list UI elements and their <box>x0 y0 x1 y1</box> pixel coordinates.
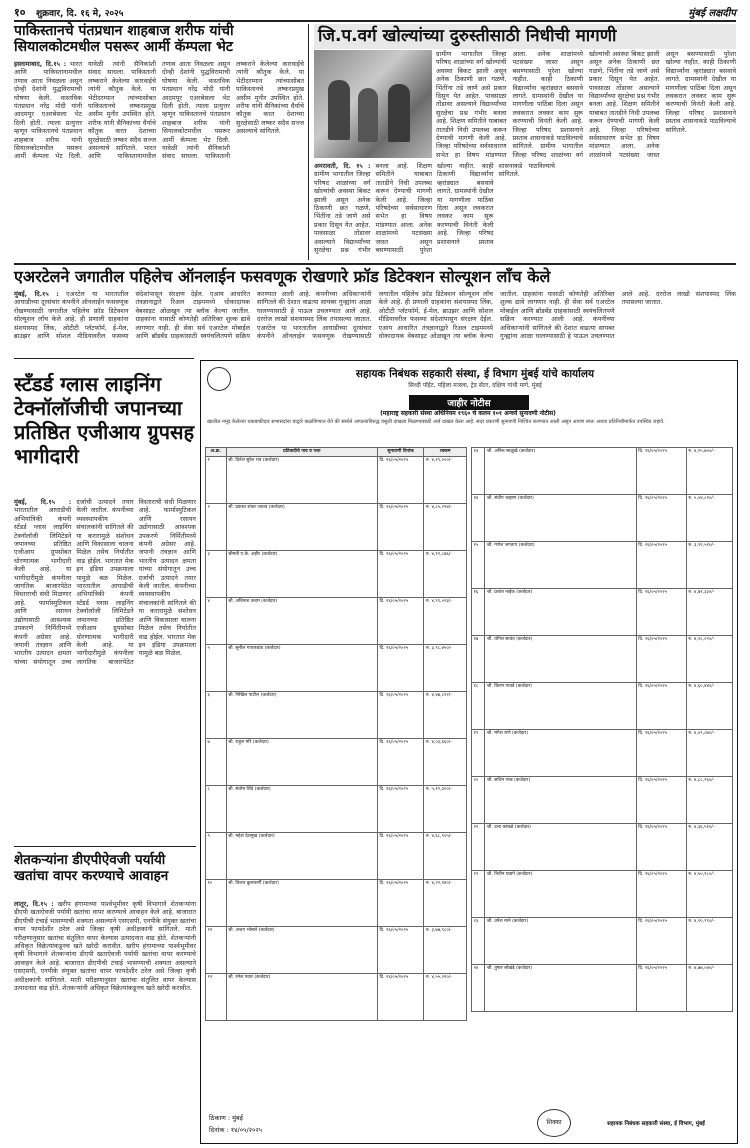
col-divider-1 <box>308 24 309 260</box>
notice-signatory: सहायक निबंधक सहकारी संस्था, ई विभाग, मुंबई <box>607 1121 705 1127</box>
col-header-no: अ.क्र. <box>206 448 227 457</box>
notice-emblem-icon <box>207 367 231 391</box>
notice-table-row <box>206 879 467 926</box>
row-name-address: श्री. सुनील गायकवाड (कर्जदार) <box>226 644 377 691</box>
row-hearing-date: दि. २६/०५/२०२५ <box>377 550 423 597</box>
row-number: १३ <box>472 448 485 495</box>
notice-table-left <box>205 447 467 1021</box>
row-hearing-date: दि. २६/०५/२०२५ <box>377 926 423 973</box>
zp-text-cont: ग्रामीण भागातील जिल्हा परिषद शाळांच्या वर्ग खोल्यांची अवस्था बिकट झाली असून अनेक ठिकाणी छत गळणे, भिंतींना तडे जाणे असे प्रकार दिसून येत आहेत. पावसाळा तोंडावर असल्याने विद्यार्थ्यांच्या सुरक्षेचा प्रश्न गंभीर बनला आहे. शिक्षण समितीने याबाबत तातडीने निधी उपलब्ध करून देण्याची मागणी केली आहे. जिल्हा परिषदेच्या सर्वसाधारण सभेत हा विषय मांडण्यात आला. अनेक शाळांमध्ये पटसंख्या जास्त असून बसण्यासाठी पुरेशा खोल्या नाहीत. काही ठिकाणी विद्यार्थ्यांना व्हरांड्यात बसवावे लागते. ग्रामस्थांनी देखील या मागणीला पाठिंबा दिला असून लवकरात लवकर काम सुरू करण्याची विनंती केली आहे. जिल्हा परिषद प्रशासनाने प्रस्ताव शासनाकडे पाठविल्याचे सांगितले. <box>512 50 736 159</box>
col-header-name: प्रतिवादीचे नाव व पत्ता <box>226 448 377 457</box>
airtel-headline: एअरटेलने जगातील पहिलेच ऑनलाईन फसवणूक रोखणारे फ्रॉड डिटेक्शन सोल्यूशन लाँच केले <box>14 267 551 286</box>
standard-glass-text-cont: भारतातील आघाडीची अभियांत्रिकी कंपनी स्टँडर्ड ग्लास लाइनिंग टेक्नॉलॉजी लिमिटेडने जपानच्या प्रतिष्ठित एजीआय ग्रुपसोबत धोरणात्मक भागीदारी केली आहे. या भागीदारीमुळे कंपनीला जागतिक बाजारपेठेत विस्ताराची संधी मिळणार आहे. फार्मास्युटिकल आणि रसायन उद्योगासाठी आवश्यक उपकरणे निर्मितीमध्ये कंपनी अग्रेसर आहे. जपानी तंत्रज्ञान आणि भारतीय उत्पादन क्षमता यांच्या संयोगातून उच्च दर्जाची उत्पादने तयार केली जातील. कंपनीच्या व्यवस्थापकीय संचालकांनी सांगितले की या करारामुळे संशोधन आणि विकासाला चालना मिळेल तसेच निर्यातीत वाढ होईल. भारतात मेक इन इंडिया उपक्रमाला यामुळे बळ मिळेल. <box>76 498 196 666</box>
notice-seal: शिक्का <box>537 1109 571 1137</box>
row-hearing-date: दि. २६/०५/२०२५ <box>636 777 686 824</box>
row-number: ९ <box>206 832 227 879</box>
row-hearing-date: दि. २६/०५/२०२५ <box>377 644 423 691</box>
col-header-amount: रक्कम <box>424 448 467 457</box>
row-hearing-date: दि. २६/०५/२०२५ <box>377 879 423 926</box>
row-number: २१ <box>472 824 485 871</box>
notice-table-row <box>472 589 733 636</box>
farmers-text-cont: खरीप हंगामाच्या पार्श्वभूमीवर कृषी विभागाने शेतकऱ्यांना डीएपी खताऐवजी पर्यायी खतांचा वापर करण्याचे आवाहन केले आहे. बाजारात डीएपीची टंचाई भासण्याची शक्यता असल्याने एसएसपी, एनपीके संयुक्त खतांचा वापर फायदेशीर ठरेल असे जिल्हा कृषी अधीक्षकांनी सांगितले. माती परीक्षणानुसार खतांचा संतुलित वापर केल्यास उत्पादनात वाढ होते. शेतकऱ्यांनी अधिकृत विक्रेत्यांकडूनच खते खरेदी करावीत. <box>14 942 196 993</box>
page-number: १० <box>14 6 26 19</box>
notice-table-row <box>472 448 733 495</box>
row-number: ८ <box>206 785 227 832</box>
row-hearing-date: दि. २६/०५/२०२५ <box>636 636 686 683</box>
row-number: ५ <box>206 644 227 691</box>
row-amount: रु. ३,९२,५१०/- <box>686 542 732 589</box>
row-hearing-date: दि. २६/०५/२०२५ <box>377 503 423 550</box>
notice-table-row <box>206 597 467 644</box>
row-number: ७ <box>206 738 227 785</box>
pak-text: भारत आणि पाकिस्तानामधील तणाव आता निवळला असून दोन्ही देशांनी युद्धविरामाची घोषणा केली. वास्तविक पंतप्रधान नरेंद्र मोदी यांनी आदमपूर एअरबेसला भेट दिली होती. त्याला प्रत्युत्तर म्हणून पाकिस्तानचे पंतप्रधान शाहबाज शरीफ यांनी सियालकोटमधील पसरूर आर्मी कॅम्पला भेट दिली. यावेळी त्यांनी सैनिकांशी संवाद साधला. पाकिस्तानी लष्कराने केलेल्या कारवाईचे त्यांनी कौतुक केले. या भेटीदरम्यान त्यांच्यासोबत पाकिस्तानचे लष्करप्रमुख असीम मुनीर उपस्थित होते. शरीफ यांनी सैनिकांच्या धैर्याचे कौतुक करत देशाच्या सुरक्षेसाठी लष्कर सदैव सज्ज असल्याचे सांगितले. <box>14 60 156 161</box>
row-hearing-date: दि. २६/०५/२०२५ <box>377 973 423 1020</box>
row-name-address: श्री. संतोष शिंदे (कर्जदार) <box>226 785 377 832</box>
row-name-address: श्री. तुषार लोखंडे (कर्जदार) <box>485 965 636 1012</box>
row-amount: रु. ४,२०,९९०/- <box>686 918 732 965</box>
row-number: १२ <box>206 973 227 1020</box>
notice-table-row <box>472 824 733 871</box>
row-name-address: श्री. निखिल पाटील (कर्जदार) <box>226 691 377 738</box>
row-number: १० <box>206 879 227 926</box>
row-number: १ <box>206 456 227 503</box>
col-header-date: सुनावणी दिनांक <box>377 448 423 457</box>
row-number: १४ <box>472 495 485 542</box>
notice-table-right <box>471 447 733 1012</box>
row-number: २२ <box>472 871 485 918</box>
school-children-photo <box>314 50 432 158</box>
row-name-address: श्री. दिनेश सुरेश राव (कर्जदार) <box>226 456 377 503</box>
pak-dateline: इस्लामाबाद, दि.१५ : <box>14 60 67 68</box>
row-name-address: श्री. सचिन परब (कर्जदार) <box>485 777 636 824</box>
row-number: ४ <box>206 597 227 644</box>
row-hearing-date: दि. २६/०५/२०२५ <box>636 683 686 730</box>
notice-org-address: सिध्दी पॉईंट, पहिला मजला, ट्रेड सेंटर, दक्षिण गांधी मार्ग, मुंबई <box>408 382 542 389</box>
row-amount: रु. ५,१२,३००/- <box>424 785 467 832</box>
notice-table-row <box>472 918 733 965</box>
notice-table-row <box>206 503 467 550</box>
row-hearing-date: दि. २६/०५/२०२५ <box>377 691 423 738</box>
farmers-headline: शेतकऱ्यांना डीएपीऐवजी पर्यायी खतांचा वापर करण्याचे आवाहन <box>14 852 169 884</box>
farmers-text: खरीप हंगामाच्या पार्श्वभूमीवर कृषी विभागाने शेतकऱ्यांना डीएपी खताऐवजी पर्यायी खतांचा वापर करण्याचे आवाहन केले आहे. बाजारात डीएपीची टंचाई भासण्याची शक्यता असल्याने एसएसपी, एनपीके संयुक्त खतांचा वापर फायदेशीर ठरेल असे जिल्हा कृषी अधीक्षकांनी सांगितले. माती परीक्षणानुसार खतांचा संतुलित वापर केल्यास उत्पादनात वाढ होते. शेतकऱ्यांनी अधिकृत विक्रेत्यांकडूनच खते खरेदी करावीत. <box>14 900 196 951</box>
date-line: शुक्रवार, दि. १६ मे, २०२५ <box>36 9 124 19</box>
standard-glass-headline: स्टँडर्ड ग्लास लाइनिंग टेक्नॉलॉजीची जपानच्या प्रतिष्ठित एजीआय ग्रुपसह भागीदारी <box>14 372 195 468</box>
row-hearing-date: दि. २६/०५/२०२५ <box>377 832 423 879</box>
notice-table-row <box>206 785 467 832</box>
row-name-address: श्री. अनिल साळुंखे (कर्जदार) <box>485 448 636 495</box>
left-col-rule <box>14 358 194 359</box>
notice-table-row <box>206 456 467 503</box>
row-amount: रु. ४,०९,८७०/- <box>686 730 732 777</box>
notice-table-row <box>472 636 733 683</box>
row-name-address: श्री. प्रशांत नाईक (कर्जदार) <box>485 589 636 636</box>
row-hearing-date: दि. २६/०५/२०२५ <box>377 456 423 503</box>
row-name-address: श्री. अविनाश कदम (कर्जदार) <box>226 597 377 644</box>
row-amount: रु. ४,९९,०२३/- <box>424 597 467 644</box>
row-name-address: श्री. राहुल मोरे (कर्जदार) <box>226 738 377 785</box>
row-name-address: श्री. महेश देशमुख (कर्जदार) <box>226 832 377 879</box>
row-number: २३ <box>472 918 485 965</box>
standard-glass-dateline: मुंबई, दि.१५ : <box>14 498 72 506</box>
notice-table-row <box>472 777 733 824</box>
row-amount: रु. ४,६०,४४०/- <box>686 683 732 730</box>
legal-notice <box>200 360 738 1144</box>
row-amount: रु. ४,७७,०४०/- <box>686 965 732 1012</box>
row-hearing-date: दि. २६/०५/२०२५ <box>636 918 686 965</box>
row-hearing-date: दि. २६/०५/२०२५ <box>377 597 423 644</box>
notice-table-row <box>206 973 467 1020</box>
row-amount: रु. ४,६८,९०५/- <box>424 832 467 879</box>
notice-table-row <box>206 691 467 738</box>
paper-name: मुंबई लक्षदीप <box>688 8 736 19</box>
standard-glass-body <box>14 498 196 840</box>
farmers-body <box>14 900 196 1140</box>
row-number: १६ <box>472 589 485 636</box>
notice-table-row <box>206 832 467 879</box>
row-amount: रु. ४,०३,६६०/- <box>424 738 467 785</box>
notice-footer-place: ठिकाण : मुंबई <box>209 1114 243 1122</box>
row-amount: रु. ४,२२,१४०/- <box>424 879 467 926</box>
notice-table-row <box>472 495 733 542</box>
row-amount: रु. ४,२८,०९०/- <box>686 636 732 683</box>
row-amount: रु. ४,१२,८७६/- <box>424 550 467 597</box>
row-number: ११ <box>206 926 227 973</box>
masthead <box>14 4 736 20</box>
zp-dateline: अमरावती, दि. १५ : <box>314 162 371 170</box>
masthead-rule <box>14 20 736 22</box>
row-hearing-date: दि. २६/०५/२०२५ <box>377 738 423 785</box>
row-name-address: श्री. अजय भोसले (कर्जदार) <box>226 926 377 973</box>
notice-table-row <box>472 542 733 589</box>
row-name-address: श्री. उमेश माने (कर्जदार) <box>485 918 636 965</box>
row-name-address: श्री. विजय कुलकर्णी (कर्जदार) <box>226 879 377 926</box>
row-amount: रु. ४,४७,८१२/- <box>424 691 467 738</box>
zp-text: ग्रामीण भागातील जिल्हा परिषद शाळांच्या वर्ग खोल्यांची अवस्था बिकट झाली असून अनेक ठिकाणी छत गळणे, भिंतींना तडे जाणे असे प्रकार दिसून येत आहेत. पावसाळा तोंडावर असल्याने विद्यार्थ्यांच्या सुरक्षेचा प्रश्न गंभीर बनला आहे. शिक्षण समितीने याबाबत तातडीने निधी उपलब्ध करून देण्याची मागणी केली आहे. जिल्हा परिषदेच्या सर्वसाधारण सभेत हा विषय मांडण्यात आला. अनेक शाळांमध्ये पटसंख्या जास्त असून बसण्यासाठी पुरेशा खोल्या नाहीत. काही ठिकाणी विद्यार्थ्यांना व्हरांड्यात बसवावे लागते. ग्रामस्थांनी देखील या मागणीला पाठिंबा दिला असून लवकरात लवकर काम सुरू करण्याची विनंती केली आहे. जिल्हा परिषद प्रशासनाने प्रस्ताव शासनाकडे पाठविल्याचे सांगितले. <box>436 50 583 159</box>
zp-headline: जि.प.वर्ग खोल्यांच्या दुरुस्तीसाठी निधीची मागणी <box>314 24 736 49</box>
zp-body-lower <box>314 162 555 260</box>
airtel-text: एअरटेल या भारतातील आघाडीच्या दूरसंचार कंपनीने ऑनलाईन फसवणूक रोखण्यासाठी जगातील पहिलेच फ्रॉड डिटेक्शन सोल्यूशन लाँच केले आहे. ही प्रणाली ग्राहकांना संशयास्पद लिंक, ओटीटी प्लॅटफॉर्म, ई-मेल, ब्राउझर आणि सोशल मीडियावरील फसव्या संदेशांपासून संरक्षण देईल. एआय आधारित तंत्रज्ञानाद्वारे रिअल टाइममध्ये धोकादायक वेबसाइट ओळखून त्या ब्लॉक केल्या जातील. ग्राहकांना यासाठी कोणतेही अतिरिक्त शुल्क द्यावे लागणार नाही. ही सेवा सर्व एअरटेल मोबाईल आणि ब्रॉडबँड ग्राहकांसाठी स्वयंचलितपणे सक्रिय करण्यात आली आहे. कंपनीच्या अधिकाऱ्यांनी सांगितले की देशात वाढत्या सायबर गुन्ह्यांना आळा घालण्यासाठी हे पाऊल उचलण्यात आले आहे. दररोज लाखो संशयास्पद लिंक तपासल्या जातात. <box>14 290 372 341</box>
pak-body <box>14 60 304 258</box>
row-hearing-date: दि. २६/०५/२०२५ <box>636 824 686 871</box>
zp-text-lower: ग्रामीण भागातील जिल्हा परिषद शाळांच्या वर्ग खोल्यांची अवस्था बिकट झाली असून अनेक ठिकाणी छत गळणे, भिंतींना तडे जाणे असे प्रकार दिसून येत आहेत. पावसाळा तोंडावर असल्याने विद्यार्थ्यांच्या सुरक्षेचा प्रश्न गंभीर बनला आहे. शिक्षण समितीने याबाबत तातडीने निधी उपलब्ध करून देण्याची मागणी केली आहे. जिल्हा परिषदेच्या सर्वसाधारण सभेत हा विषय मांडण्यात आला. अनेक शाळांमध्ये पटसंख्या जास्त असून बसण्यासाठी पुरेशा खोल्या नाहीत. काही ठिकाणी विद्यार्थ्यांना व्हरांड्यात बसवावे लागते. ग्रामस्थांनी देखील या मागणीला पाठिंबा दिला असून लवकरात लवकर काम सुरू करण्याची विनंती केली आहे. जिल्हा परिषद प्रशासनाने प्रस्ताव शासनाकडे पाठविल्याचे सांगितले. <box>314 162 555 255</box>
farmers-dateline: लातूर, दि.१५ : <box>14 900 54 908</box>
row-name-address: श्रीमती ए.के. अहीर (कर्जदार) <box>226 550 377 597</box>
row-number: २४ <box>472 965 485 1012</box>
row-name-address: श्री. मंगेश राणे (कर्जदार) <box>485 730 636 777</box>
row-number: १९ <box>472 730 485 777</box>
row-name-address: श्री. गणेश जगताप (कर्जदार) <box>485 542 636 589</box>
row-hearing-date: दि. २६/०५/२०२५ <box>636 965 686 1012</box>
row-number: २० <box>472 777 485 824</box>
pak-headline: पाकिस्तानचे पंतप्रधान शाहबाज शरीफ यांची सियालकोटमधील पसरूर आर्मी कॅम्पला भेट <box>14 23 234 55</box>
row-amount: रु. ३,७७,९८०/- <box>424 926 467 973</box>
notice-table-row <box>206 550 467 597</box>
row-name-address: श्री. योगेश सावंत (कर्जदार) <box>485 636 636 683</box>
row-amount: रु. ४,८५,२१४/- <box>424 503 467 550</box>
row-amount: रु. ४,१९,०००/- <box>424 456 467 503</box>
row-amount: रु. ४,५५,२२०/- <box>424 973 467 1020</box>
pak-text-cont: भारत आणि पाकिस्तानामधील तणाव आता निवळला असून दोन्ही देशांनी युद्धविरामाची घोषणा केली. वास्तविक पंतप्रधान नरेंद्र मोदी यांनी आदमपूर एअरबेसला भेट दिली होती. त्याला प्रत्युत्तर म्हणून पाकिस्तानचे पंतप्रधान शाहबाज शरीफ यांनी सियालकोटमधील पसरूर आर्मी कॅम्पला भेट दिली. यावेळी त्यांनी सैनिकांशी संवाद साधला. पाकिस्तानी लष्कराने केलेल्या कारवाईचे त्यांनी कौतुक केले. या भेटीदरम्यान त्यांच्यासोबत पाकिस्तानचे लष्करप्रमुख असीम मुनीर उपस्थित होते. शरीफ यांनी सैनिकांच्या धैर्याचे कौतुक करत देशाच्या सुरक्षेसाठी लष्कर सदैव सज्ज असल्याचे सांगितले. <box>88 60 304 161</box>
notice-org-name: सहायक निबंधक सहकारी संस्था, ई विभाग मुंबई यांचे कार्यालय <box>355 368 595 380</box>
row-amount: रु. ३,९८,४५०/- <box>424 644 467 691</box>
notice-table-row <box>472 730 733 777</box>
farmers-rule <box>14 846 196 847</box>
row-name-address: श्री. संदीप चव्हाण (कर्जदार) <box>485 495 636 542</box>
row-hearing-date: दि. २६/०५/२०२५ <box>636 589 686 636</box>
row-name-address: श्री. रमेश पवार (कर्जदार) <box>226 973 377 1020</box>
airtel-body <box>14 290 736 354</box>
row-number: ३ <box>206 550 227 597</box>
row-number: १८ <box>472 683 485 730</box>
row-amount: रु. ४,८८,२६०/- <box>686 777 732 824</box>
row-amount: रु. ४,७१,३३०/- <box>686 589 732 636</box>
notice-table-row <box>472 871 733 918</box>
notice-intro: खालील नमूद केलेल्या थकबाकीदार सभासदांना याद्वारे कळविण्यात येते की संस्थेने आपल्याविरुद्ध वसुली दाखला मिळण्यासाठी अर्ज दाखल केला आहे. सदर प्रकरणी सुनावणी निश्चित करण्यात आली असून आपण स्वतः अथवा प्रतिनिधीमार्फत उपस्थित राहावे. <box>207 419 665 425</box>
row-hearing-date: दि. २६/०५/२०२५ <box>636 542 686 589</box>
row-number: ६ <box>206 691 227 738</box>
row-hearing-date: दि. २६/०५/२०२५ <box>636 495 686 542</box>
row-number: १५ <box>472 542 485 589</box>
row-name-address: श्री. किरण गावडे (कर्जदार) <box>485 683 636 730</box>
notice-table-row <box>206 738 467 785</box>
notice-subtitle: (महाराष्ट्र सहकारी संस्था अधिनियम १९६० चे कलम १०१ अन्वये सुनावणी नोटीस) <box>380 410 556 417</box>
row-name-address: श्री. दत्ता कांबळे (कर्जदार) <box>485 824 636 871</box>
row-name-address: श्री. नितीन घाडगे (कर्जदार) <box>485 871 636 918</box>
notice-table-row <box>206 644 467 691</box>
row-hearing-date: दि. २६/०५/२०२५ <box>636 871 686 918</box>
row-name-address: श्री. प्रकाश शंकर जाधव (कर्जदार) <box>226 503 377 550</box>
row-hearing-date: दि. २६/०५/२०२५ <box>636 448 686 495</box>
notice-title: जाहीर नोटीस <box>409 395 529 410</box>
row-amount: रु. ४,३६,५१०/- <box>686 824 732 871</box>
row-amount: रु. ५,०४,८१०/- <box>686 495 732 542</box>
row-hearing-date: दि. २६/०५/२०२५ <box>377 785 423 832</box>
notice-table-row <box>472 965 733 1012</box>
airtel-text-cont: एअरटेल या भारतातील आघाडीच्या दूरसंचार कंपनीने ऑनलाईन फसवणूक रोखण्यासाठी जगातील पहिलेच फ्रॉड डिटेक्शन सोल्यूशन लाँच केले आहे. ही प्रणाली ग्राहकांना संशयास्पद लिंक, ओटीटी प्लॅटफॉर्म, ई-मेल, ब्राउझर आणि सोशल मीडियावरील फसव्या संदेशांपासून संरक्षण देईल. एआय आधारित तंत्रज्ञानाद्वारे रिअल टाइममध्ये धोकादायक वेबसाइट ओळखून त्या ब्लॉक केल्या जातील. ग्राहकांना यासाठी कोणतेही अतिरिक्त शुल्क द्यावे लागणार नाही. ही सेवा सर्व एअरटेल मोबाईल आणि ब्रॉडबँड ग्राहकांसाठी स्वयंचलितपणे सक्रिय करण्यात आली आहे. कंपनीच्या अधिकाऱ्यांनी सांगितले की देशात वाढत्या सायबर गुन्ह्यांना आळा घालण्यासाठी हे पाऊल उचलण्यात आले आहे. दररोज लाखो संशयास्पद लिंक तपासल्या जातात. <box>257 290 736 341</box>
row-number: १७ <box>472 636 485 683</box>
notice-table-row <box>472 683 733 730</box>
section-rule-1 <box>14 263 736 265</box>
row-number: २ <box>206 503 227 550</box>
airtel-dateline: मुंबई, दि.१५ : <box>14 290 59 298</box>
notice-footer-date: दिनांक : १४/०५/२०२५ <box>209 1126 263 1134</box>
standard-glass-text: भारतातील आघाडीची अभियांत्रिकी कंपनी स्टँडर्ड ग्लास लाइनिंग टेक्नॉलॉजी लिमिटेडने जपानच्या प्रतिष्ठित एजीआय ग्रुपसोबत धोरणात्मक भागीदारी केली आहे. या भागीदारीमुळे कंपनीला जागतिक बाजारपेठेत विस्ताराची संधी मिळणार आहे. फार्मास्युटिकल आणि रसायन उद्योगासाठी आवश्यक उपकरणे निर्मितीमध्ये कंपनी अग्रेसर आहे. जपानी तंत्रज्ञान आणि भारतीय उत्पादन क्षमता यांच्या संयोगातून उच्च दर्जाची उत्पादने तयार केली जातील. कंपनीच्या व्यवस्थापकीय संचालकांनी सांगितले की या करारामुळे संशोधन आणि विकासाला चालना मिळेल तसेच निर्यातीत वाढ होईल. भारतात मेक इन इंडिया उपक्रमाला यामुळे बळ मिळेल. <box>14 498 134 666</box>
row-hearing-date: दि. २६/०५/२०२५ <box>636 730 686 777</box>
row-amount: रु. ४,५०,१८०/- <box>686 871 732 918</box>
notice-table-row <box>206 926 467 973</box>
row-amount: रु. ४,१५,७००/- <box>686 448 732 495</box>
